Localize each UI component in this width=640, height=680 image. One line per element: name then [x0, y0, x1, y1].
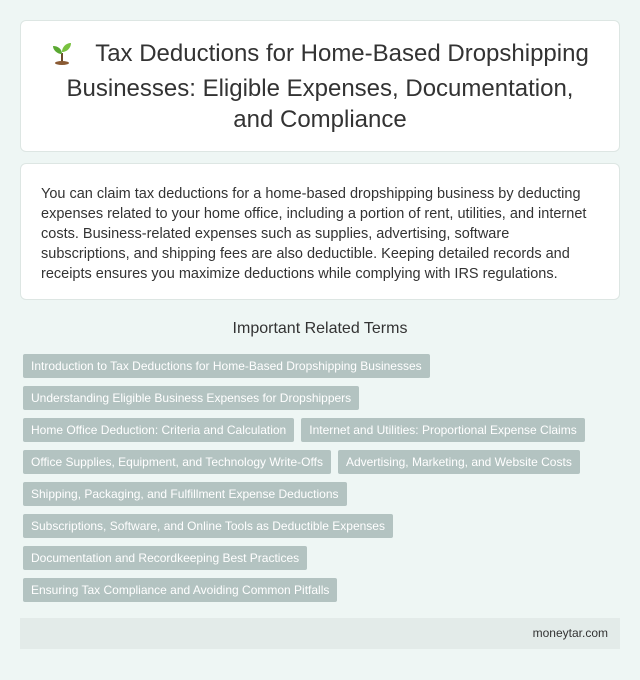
tag-row: [23, 386, 623, 410]
related-term-tag[interactable]: Office Supplies, Equipment, and Technology Write-Offs: [23, 450, 331, 474]
tag-row: [23, 354, 623, 378]
tag-row: [23, 418, 623, 442]
tag-row: [23, 546, 623, 570]
tag-row: [23, 482, 623, 506]
description-card: [20, 163, 620, 300]
tag-row: [23, 578, 623, 602]
title-card: [20, 20, 620, 152]
page-title-text: Tax Deductions for Home-Based Dropshipping Businesses: Eligible Expenses, Documentation, and Compliance: [66, 39, 589, 133]
footer-brand-link[interactable]: moneytar.com: [532, 626, 608, 640]
related-term-tag[interactable]: Subscriptions, Software, and Online Tools as Deductible Expenses: [23, 514, 393, 538]
related-term-tag[interactable]: Understanding Eligible Business Expenses for Dropshippers: [23, 386, 359, 410]
footer: [20, 618, 620, 649]
tag-row: [23, 514, 623, 538]
related-term-tag[interactable]: Advertising, Marketing, and Website Costs: [338, 450, 580, 474]
related-term-tag[interactable]: Shipping, Packaging, and Fulfillment Expense Deductions: [23, 482, 347, 506]
related-term-tag[interactable]: Introduction to Tax Deductions for Home-Based Dropshipping Businesses: [23, 354, 430, 378]
related-terms-list: [23, 354, 623, 610]
related-terms-heading: Important Related Terms: [232, 320, 408, 337]
page-title: [21, 38, 619, 135]
tag-row: [23, 450, 623, 474]
related-term-tag[interactable]: Home Office Deduction: Criteria and Calculation: [23, 418, 294, 442]
sprout-icon: [51, 41, 73, 73]
description-text: You can claim tax deductions for a home-based dropshipping business by deducting expenses related to your home office, including a portion of rent, utilities, and internet costs. Business-related expenses such as supplies, advertising, software subscriptions, and shipping fees are also deductible. Keeping detailed records and receipts ensures you maximize deductions while complying with IRS regulations.: [41, 186, 587, 282]
related-term-tag[interactable]: Ensuring Tax Compliance and Avoiding Common Pitfalls: [23, 578, 337, 602]
related-term-tag[interactable]: Internet and Utilities: Proportional Expense Claims: [301, 418, 584, 442]
related-term-tag[interactable]: Documentation and Recordkeeping Best Practices: [23, 546, 307, 570]
